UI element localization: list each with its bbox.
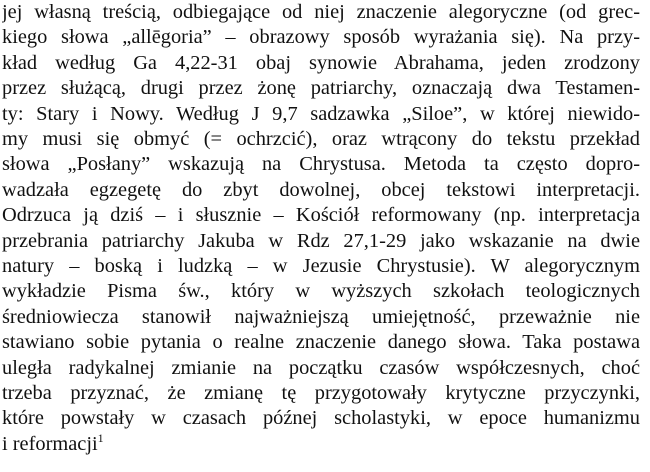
text-line-12: wykładzie Pisma św., który w wyższych szkołach teologicznych [2,280,640,303]
footnote-reference[interactable]: 1 [97,431,104,445]
last-line-text: i reformacji [2,432,98,455]
text-line-16: trzeba przyznać, że zmianę tę przygotowały krytyczne przyczynki, [2,382,640,404]
text-line-10: przebrania patriarchy Jakuba w Rdz 27,1-29 jako wskazanie na dwie [2,229,640,252]
text-line-6: my musi się obmyć (= ochrzcić), oraz wtrącony do tekstu przekład [2,128,640,150]
text-line-11: natury – boską i ludzką – w Jezusie Chrystusie). W alegorycznym [2,255,640,277]
text-line-4: przez służącą, drugi przez żonę patriarchy, oznaczają dwa Testamen- [2,77,640,100]
text-line-14: stawiano sobie pytania o realne znaczenie danego słowa. Taka postawa [2,331,640,354]
text-line-1: jej własną treścią, odbiegające od niej znaczenie alegoryczne (od grec- [2,1,640,23]
text-line-15: uległa radykalnej zmianie na początku czasów współczesnych, choć [2,356,640,379]
text-line-17: które powstały w czasach późnej scholastyki, w epoce humanizmu [2,407,640,430]
text-line-2: kiego słowa „allēgoria” – obrazowy sposób wyrażania się). Na przy- [2,26,640,49]
text-line-7: słowa „Posłany” wskazują na Chrystusa. Metoda ta często dopro- [2,153,640,176]
text-line-last [2,432,104,457]
text-line-13: średniowiecza stanowił najważniejszą umiejętność, przeważnie nie [2,305,640,328]
text-line-9: Odrzuca ją dziś – i słusznie – Kościół reformowany (np. interpretacja [2,204,640,227]
text-line-3: kład według Ga 4,22-31 obaj synowie Abrahama, jeden zrodzony [2,51,640,74]
text-line-5: ty: Stary i Nowy. Według J 9,7 sadzawka „Siloe”, w której niewido- [2,102,640,125]
text-line-8: wadzała egzegetę do zbyt dowolnej, obcej tekstowi interpretacji. [2,178,640,201]
